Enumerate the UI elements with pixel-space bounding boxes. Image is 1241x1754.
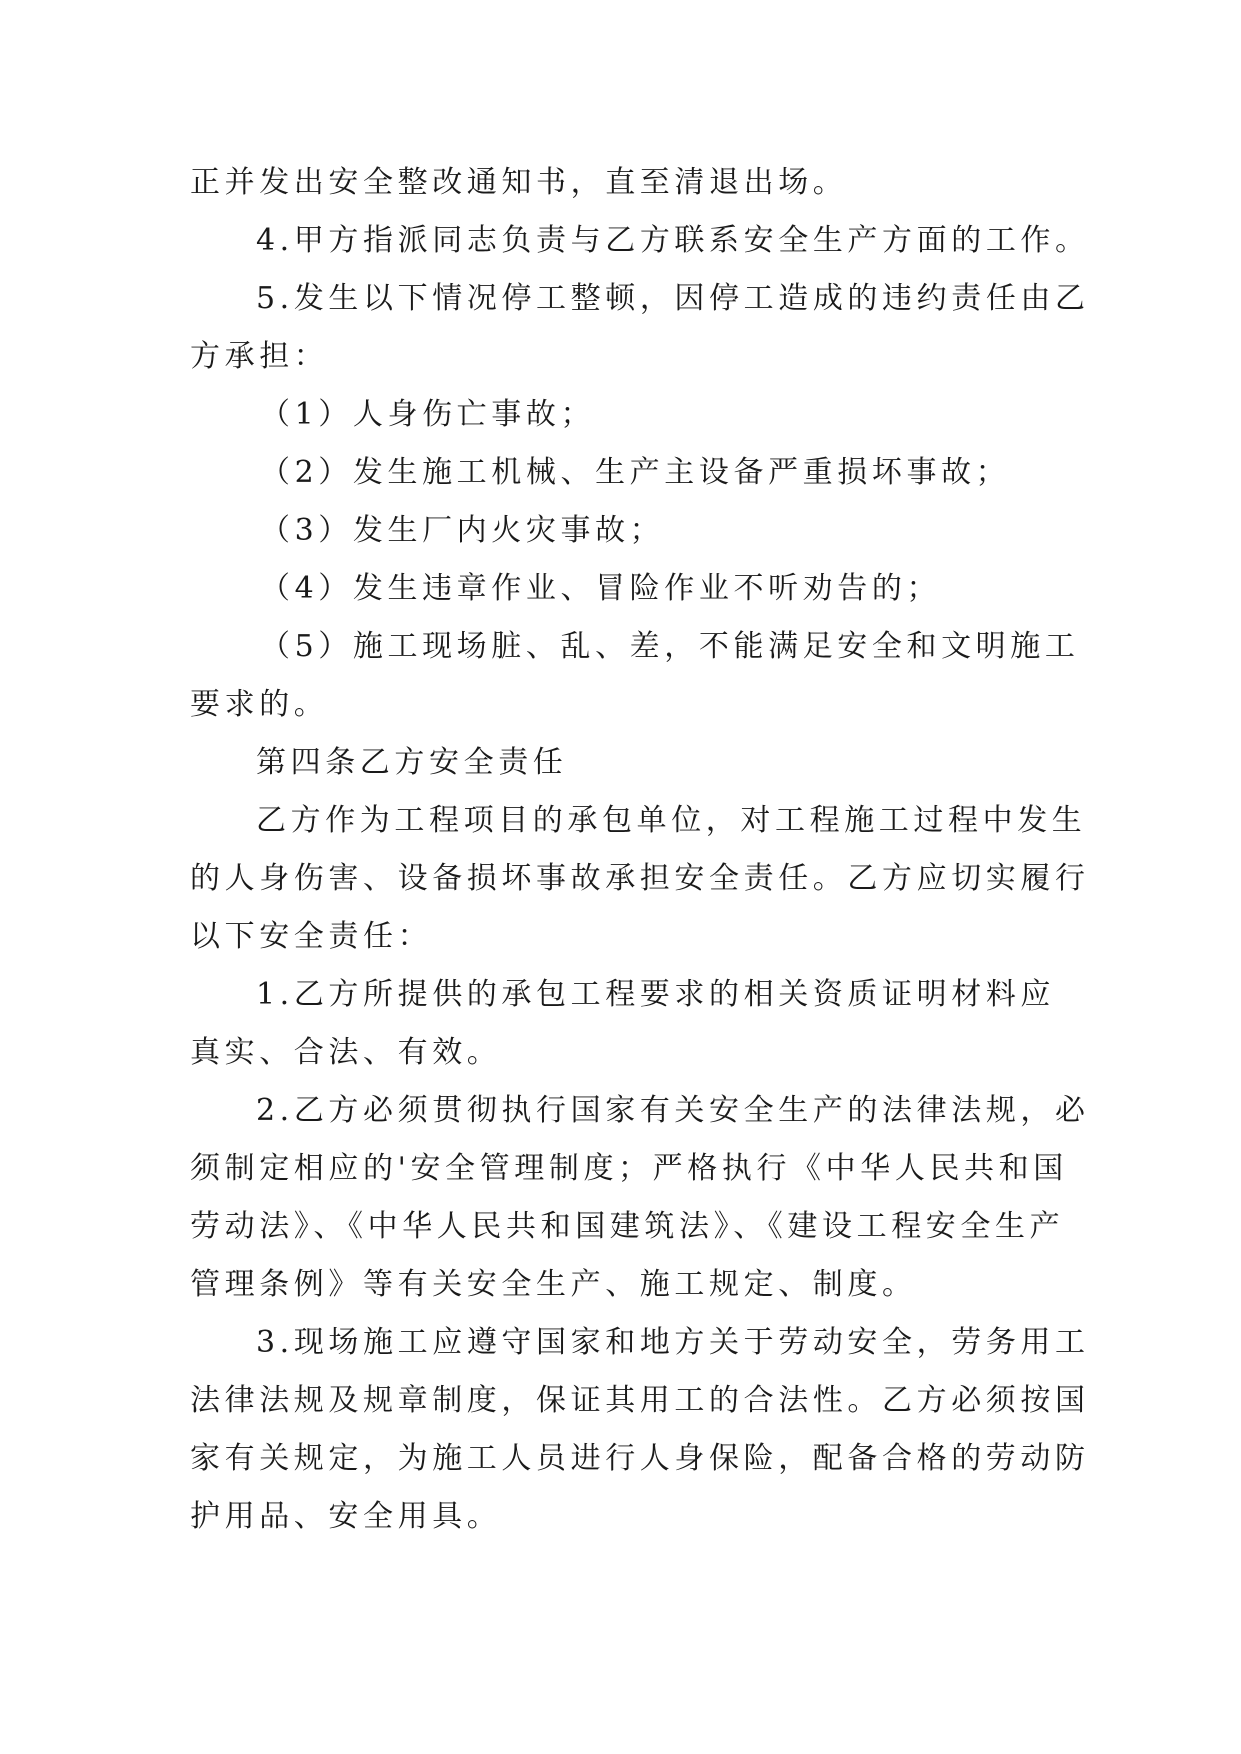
list-item: （1）人身伤亡事故； <box>260 397 596 432</box>
text-line: 真实、合法、有效。 <box>190 1035 502 1070</box>
text-line: 以下安全责任： <box>190 919 433 954</box>
text-line: 1.乙方所提供的承包工程要求的相关资质证明材料应 <box>256 977 1056 1012</box>
list-item: （5）施工现场脏、乱、差，不能满足安全和文明施工 <box>260 629 1080 664</box>
text-line: 3.现场施工应遵守国家和地方关于劳动安全，劳务用工 <box>256 1325 1090 1360</box>
list-item: （4）发生违章作业、冒险作业不听劝告的； <box>260 571 942 606</box>
text-line: 的人身伤害、设备损坏事故承担安全责任。乙方应切实履行 <box>190 861 1090 896</box>
text-line: 要求的。 <box>190 687 329 722</box>
text-line: 须制定相应的'安全管理制度；严格执行《中华人民共和国 <box>190 1151 1068 1186</box>
list-item: （3）发生厂内火灾事故； <box>260 513 665 548</box>
section-heading: 第四条乙方安全责任 <box>256 745 568 780</box>
text-line: 方承担： <box>190 339 329 374</box>
text-line: 5.发生以下情况停工整顿，因停工造成的违约责任由乙 <box>256 281 1090 316</box>
text-line: 4.甲方指派同志负责与乙方联系安全生产方面的工作。 <box>256 223 1090 258</box>
text-line: 管理条例》等有关安全生产、施工规定、制度。 <box>190 1267 917 1302</box>
text-line: 护用品、安全用具。 <box>190 1499 502 1534</box>
list-item: （2）发生施工机械、生产主设备严重损坏事故； <box>260 455 1011 490</box>
text-line: 2.乙方必须贯彻执行国家有关安全生产的法律法规，必 <box>256 1093 1090 1128</box>
text-line: 法律法规及规章制度，保证其用工的合法性。乙方必须按国 <box>190 1383 1090 1418</box>
text-line: 乙方作为工程项目的承包单位，对工程施工过程中发生 <box>256 803 1087 838</box>
text-line: 家有关规定，为施工人员进行人身保险，配备合格的劳动防 <box>190 1441 1090 1476</box>
text-line: 正并发出安全整改通知书，直至清退出场。 <box>190 165 848 200</box>
text-line: 劳动法》、《中华人民共和国建筑法》、《建设工程安全生产 <box>190 1209 1065 1244</box>
document-page <box>190 154 1090 1546</box>
